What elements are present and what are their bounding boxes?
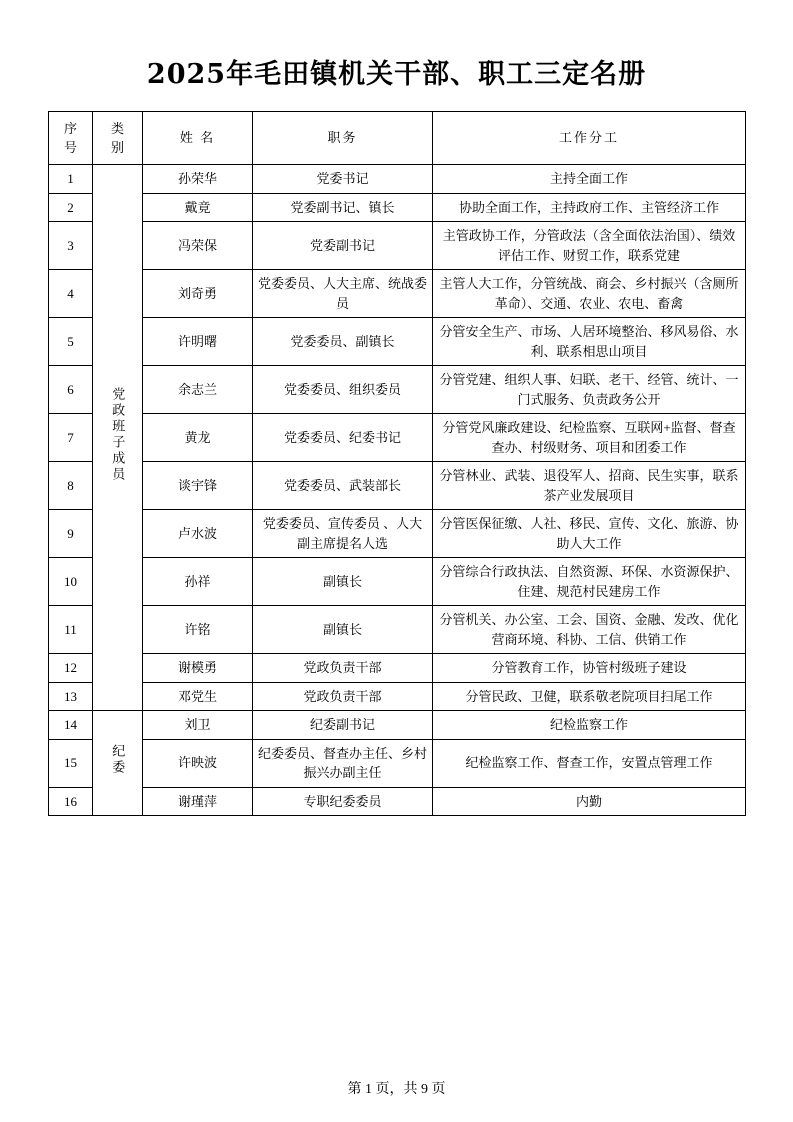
cell-category [93,711,143,816]
cell-duty: 分管医保征缴、人社、移民、宣传、文化、旅游、协助人大工作 [433,510,746,558]
column-header-category [93,112,143,165]
cell-duty: 分管教育工作，协管村级班子建设 [433,654,746,683]
table-row [49,558,746,606]
cell-sequence: 10 [49,558,93,606]
cell-name: 谢瑾萍 [143,787,253,816]
cell-duty: 内勤 [433,787,746,816]
cell-duty: 分管安全生产、市场、人居环境整治、移风易俗、水利、联系相思山项目 [433,318,746,366]
cell-duty: 分管综合行政执法、自然资源、环保、水资源保护、住建、规范村民建房工作 [433,558,746,606]
cell-name: 邓党生 [143,682,253,711]
cell-post: 党委委员、副镇长 [253,318,433,366]
cell-category-text: 党政班子成员 [110,386,126,483]
table-row [49,193,746,222]
cell-sequence: 11 [49,606,93,654]
cell-sequence: 1 [49,165,93,194]
table-row [49,270,746,318]
cell-duty: 主持全面工作 [433,165,746,194]
cell-category [93,165,143,711]
cell-post: 党委委员、武装部长 [253,462,433,510]
cell-sequence: 8 [49,462,93,510]
cell-post: 党政负责干部 [253,654,433,683]
page-footer: 第 1 页，共 9 页 [347,1082,446,1097]
table-row [49,462,746,510]
cell-duty: 主管人大工作，分管统战、商会、乡村振兴（含厕所革命）、交通、农业、农电、畜禽 [433,270,746,318]
cell-post: 副镇长 [253,558,433,606]
column-header-sequence-line2: 号 [63,140,77,155]
cell-name: 刘奇勇 [143,270,253,318]
table-row [49,739,746,787]
cell-name: 黄龙 [143,414,253,462]
table-row [49,682,746,711]
cell-sequence: 15 [49,739,93,787]
column-header-sequence [49,112,93,165]
cell-name: 谢模勇 [143,654,253,683]
cell-post: 党委委员、人大主席、统战委员 [253,270,433,318]
table-row [49,165,746,194]
cell-name: 刘卫 [143,711,253,740]
cell-name: 谈宇锋 [143,462,253,510]
cell-sequence: 6 [49,366,93,414]
cell-post: 纪委副书记 [253,711,433,740]
table-row [49,787,746,816]
page-title: 2025年毛田镇机关干部、职工三定名册 [146,59,647,90]
cell-sequence: 5 [49,318,93,366]
column-header-post: 职务 [253,112,433,165]
cell-sequence: 13 [49,682,93,711]
table-row [49,711,746,740]
cell-name: 冯荣保 [143,222,253,270]
cell-name: 许铭 [143,606,253,654]
roster-table [48,111,746,816]
table-row [49,510,746,558]
cell-sequence: 14 [49,711,93,740]
cell-duty: 分管党风廉政建设、纪检监察、互联网+监督、督查查办、村级财务、项目和团委工作 [433,414,746,462]
table-row [49,606,746,654]
cell-name: 戴竟 [143,193,253,222]
cell-post: 党委书记 [253,165,433,194]
cell-name: 孙荣华 [143,165,253,194]
cell-sequence: 16 [49,787,93,816]
table-body [49,165,746,816]
column-header-duty: 工作分工 [433,112,746,165]
cell-post: 党委委员、纪委书记 [253,414,433,462]
table-row [49,414,746,462]
cell-post: 副镇长 [253,606,433,654]
column-header-name: 姓 名 [143,112,253,165]
cell-duty: 纪检监察工作、督查工作，安置点管理工作 [433,739,746,787]
cell-duty: 分管机关、办公室、工会、国资、金融、发改、优化营商环境、科协、工信、供销工作 [433,606,746,654]
column-header-category-line1: 类 [110,120,124,136]
cell-post: 党政负责干部 [253,682,433,711]
column-header-sequence-line1: 序 [63,120,77,136]
table-row [49,366,746,414]
cell-duty: 纪检监察工作 [433,711,746,740]
cell-category-text: 纪委 [110,744,126,777]
cell-post: 党委副书记、镇长 [253,193,433,222]
column-header-category-line2: 别 [110,140,124,155]
cell-name: 卢水波 [143,510,253,558]
cell-duty: 主管政协工作，分管政法（含全面依法治国）、绩效评估工作、财贸工作，联系党建 [433,222,746,270]
cell-post: 党委委员、组织委员 [253,366,433,414]
cell-sequence: 9 [49,510,93,558]
cell-name: 余志兰 [143,366,253,414]
cell-duty: 分管民政、卫健，联系敬老院项目扫尾工作 [433,682,746,711]
table-header [49,112,746,165]
cell-sequence: 12 [49,654,93,683]
cell-post: 党委副书记 [253,222,433,270]
cell-duty: 分管林业、武装、退役军人、招商、民生实事，联系茶产业发展项目 [433,462,746,510]
cell-post: 专职纪委委员 [253,787,433,816]
cell-name: 许明曙 [143,318,253,366]
table-header-row [49,112,746,165]
cell-duty: 分管党建、组织人事、妇联、老干、经管、统计、一门式服务、负责政务公开 [433,366,746,414]
table-row [49,654,746,683]
cell-sequence: 3 [49,222,93,270]
table-row [49,318,746,366]
table-row [49,222,746,270]
cell-sequence: 4 [49,270,93,318]
cell-name: 孙祥 [143,558,253,606]
cell-duty: 协助全面工作，主持政府工作、主管经济工作 [433,193,746,222]
cell-name: 许映波 [143,739,253,787]
cell-sequence: 7 [49,414,93,462]
cell-post: 纪委委员、督查办主任、乡村振兴办副主任 [253,739,433,787]
cell-sequence: 2 [49,193,93,222]
cell-post: 党委委员、宣传委员 、人大副主席提名人选 [253,510,433,558]
